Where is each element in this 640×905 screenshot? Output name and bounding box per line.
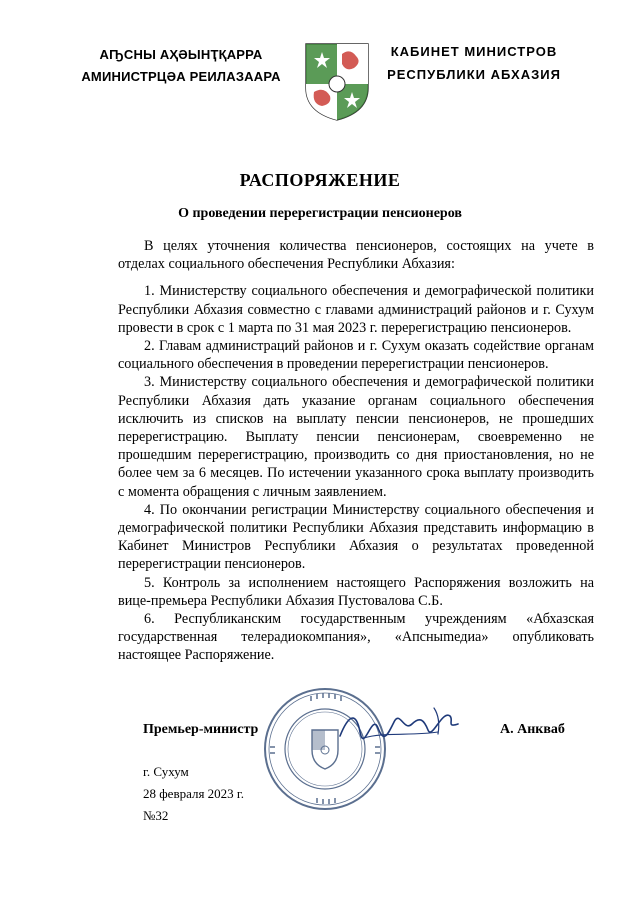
order-item-6: 6. Республиканским государственным учреждениям «Абхазская государственная телерадиокомпания», «Апсныmедиа» опубликовать настоящее Распоряжение. <box>118 611 594 664</box>
signatory-name: А. Анкваб <box>500 722 565 737</box>
abkhazia-coat-of-arms-icon <box>302 40 372 122</box>
document-title: РАСПОРЯЖЕНИЕ <box>239 170 401 190</box>
header-left-line2: АМИНИСТРЦӘА РЕИЛАЗААРА <box>81 69 281 84</box>
document-number: №32 <box>143 808 169 823</box>
header-right-line1: КАБИНЕТ МИНИСТРОВ <box>390 44 558 59</box>
intro-paragraph: В целях уточнения количества пенсионеров, состоящих на учете в отделах социального обеспечения Республики Абхазия: <box>118 238 594 273</box>
header-right-line2: РЕСПУБЛИКИ АБХАЗИЯ <box>387 67 561 82</box>
header-russian-title <box>368 40 580 86</box>
order-item-3: 3. Министерству социального обеспечения и демографической политики Республики Абхазия дать указание органам социального обеспечения исключить из списков на выплату пенсии пенсионеров, не прошедших перерегистрацию. Выплату пенсии пенсионерам, своевременно не прошедшим перерегистрацию, производить со дня приостановления, но не более чем за 6 месяцев. По истечении указанного срока выплату производить с момента обращения с личным заявлением. <box>118 374 594 500</box>
document-body <box>118 237 594 665</box>
order-item-5: 5. Контроль за исполнением настоящего Распоряжения возложить на вице-премьера Республики Абхазия Пустовалова С.Б. <box>118 574 594 609</box>
handwritten-signature-icon <box>334 702 464 746</box>
document-subtitle: О проведении перерегистрации пенсионеров <box>178 206 462 221</box>
document-city: г. Сухум <box>143 764 189 779</box>
order-item-1: 1. Министерству социального обеспечения и демографической политики Республики Абхазия совместно с главами администраций районов и г. Сухум провести в срок с 1 марта по 31 мая 2023 г. перерегистрацию пенсионеров. <box>118 283 594 336</box>
order-item-4: 4. По окончании регистрации Министерству социального обеспечения и демографической политики Республики Абхазия представить информацию в Кабинет Министров Республики Абхазия о результатах проведенной перерегистрации пенсионеров. <box>118 501 594 573</box>
header-left-line1: АҦСНЫ АҲӘЫНҬҚАРРА <box>99 47 263 62</box>
document-date: 28 февраля 2023 г. <box>143 786 245 801</box>
signatory-position: Премьер-министр <box>143 722 259 737</box>
header-abkhaz-title <box>72 44 290 88</box>
order-item-2: 2. Главам администраций районов и г. Сухум оказать содействие органам социального обеспечения в проведении перерегистрации пенсионеров. <box>118 338 594 373</box>
